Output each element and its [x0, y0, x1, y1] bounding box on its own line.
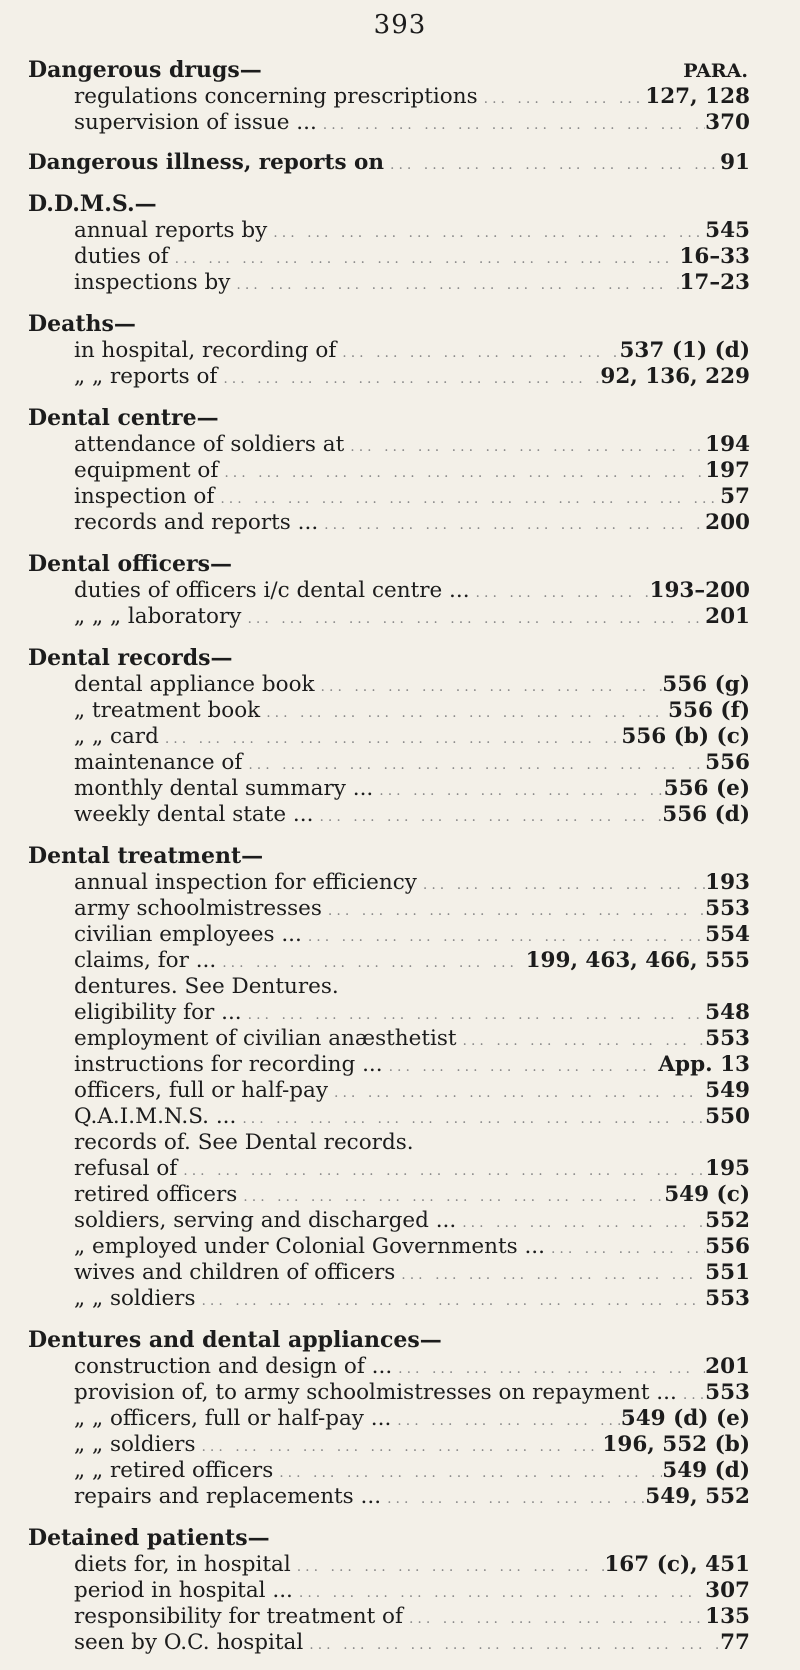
entry-paragraph-ref: 195 — [705, 1156, 750, 1181]
entry-paragraph-ref: 16–33 — [679, 244, 750, 269]
index-entry — [28, 150, 750, 176]
entry-paragraph-ref: 545 — [705, 218, 750, 243]
dot-leader — [478, 86, 646, 112]
index-entry — [28, 1000, 750, 1026]
dot-leader — [315, 674, 663, 700]
entry-paragraph-ref: 193–200 — [649, 578, 750, 603]
index-entry — [28, 1182, 750, 1208]
entry-paragraph-ref: 551 — [705, 1260, 750, 1285]
dot-leader — [159, 726, 621, 752]
entry-paragraph-ref: 57 — [720, 484, 750, 509]
entry-label: „ treatment book — [74, 698, 261, 723]
dot-leader — [293, 1580, 705, 1606]
entry-label: attendance of soldiers at — [74, 432, 345, 457]
index-entry — [28, 244, 750, 270]
entry-label: records and reports ... — [74, 510, 319, 535]
index-entry — [28, 1286, 750, 1312]
entry-label: retired officers — [74, 1182, 238, 1207]
index-entry — [28, 922, 750, 948]
dot-leader — [322, 898, 705, 924]
index-entry — [28, 948, 750, 974]
index-entry — [28, 1354, 750, 1380]
entry-paragraph-ref: 549 (d) (e) — [620, 1406, 750, 1431]
entry-label: „ „ soldiers — [74, 1432, 196, 1457]
index-entry — [28, 1432, 750, 1458]
entry-paragraph-ref: 556 (f) — [668, 698, 750, 723]
dot-leader — [677, 1382, 705, 1408]
index-entry — [28, 1604, 750, 1630]
dot-leader — [403, 1606, 705, 1632]
entry-paragraph-ref: 548 — [705, 1000, 750, 1025]
dot-leader — [381, 1486, 645, 1512]
entry-label: „ „ reports of — [74, 364, 218, 389]
index-group — [28, 150, 750, 176]
index-group — [28, 1524, 750, 1656]
dot-leader — [313, 804, 662, 830]
index-entry — [28, 896, 750, 922]
entry-label: inspections by — [74, 270, 231, 295]
entry-paragraph-ref: 167 (c), 451 — [604, 1552, 750, 1577]
entry-paragraph-ref: 556 (e) — [663, 776, 750, 801]
index-heading: D.D.M.S.— — [28, 191, 157, 217]
entry-paragraph-ref: 92, 136, 229 — [600, 364, 750, 389]
dot-leader — [373, 778, 663, 804]
index-list — [28, 56, 750, 1670]
dot-leader — [195, 1288, 705, 1314]
entry-label: refusal of — [74, 1156, 178, 1181]
dot-leader — [318, 512, 705, 538]
index-entry — [28, 484, 750, 510]
entry-paragraph-ref: 556 (b) (c) — [621, 724, 750, 749]
index-entry — [28, 672, 750, 698]
entry-paragraph-ref: 556 (g) — [662, 672, 750, 697]
index-entry — [28, 364, 750, 390]
dot-leader — [267, 220, 705, 246]
dot-leader — [384, 152, 720, 178]
entry-paragraph-ref: 556 (d) — [662, 802, 750, 827]
index-group — [28, 310, 750, 390]
entry-label: repairs and replacements ... — [74, 1484, 382, 1509]
entry-paragraph-ref: 553 — [705, 896, 750, 921]
dot-leader — [218, 460, 705, 486]
index-entry — [28, 604, 750, 630]
dot-leader — [391, 1408, 620, 1434]
index-entry — [28, 218, 750, 244]
index-entry — [28, 1406, 750, 1432]
index-group — [28, 404, 750, 536]
dot-leader — [217, 366, 600, 392]
entry-paragraph-ref: 549 (c) — [664, 1182, 750, 1207]
entry-paragraph-ref: 197 — [705, 458, 750, 483]
entry-label: wives and children of officers — [74, 1260, 396, 1285]
index-entry — [28, 270, 750, 296]
dot-leader — [195, 1434, 602, 1460]
index-entry — [28, 974, 750, 1000]
dot-leader — [336, 340, 619, 366]
dot-leader — [214, 486, 720, 512]
dot-leader — [242, 1002, 705, 1028]
entry-paragraph-ref: 553 — [705, 1286, 750, 1311]
dot-leader — [470, 580, 650, 606]
entry-paragraph-ref: 91 — [720, 150, 750, 175]
entry-paragraph-ref: 307 — [705, 1578, 750, 1603]
entry-label: records of. See Dental records. — [74, 1130, 414, 1155]
entry-paragraph-ref: 135 — [705, 1604, 750, 1629]
entry-label: regulations concerning prescriptions — [74, 84, 478, 109]
index-entry — [28, 458, 750, 484]
index-entry — [28, 1260, 750, 1286]
entry-paragraph-ref: 127, 128 — [645, 84, 750, 109]
index-entry — [28, 1458, 750, 1484]
entry-label: period in hospital ... — [74, 1578, 293, 1603]
dot-leader — [242, 752, 705, 778]
entry-label: duties of officers i/c dental centre ... — [74, 578, 470, 603]
para-column-header: PARA. — [683, 60, 748, 82]
entry-paragraph-ref: 17–23 — [679, 270, 750, 295]
index-entry — [28, 432, 750, 458]
entry-label: civilian employees ... — [74, 922, 302, 947]
index-entry — [28, 776, 750, 802]
entry-paragraph-ref: 199, 463, 466, 555 — [525, 948, 750, 973]
dot-leader — [241, 606, 705, 632]
index-entry — [28, 578, 750, 604]
entry-label: soldiers, serving and discharged ... — [74, 1208, 457, 1233]
dot-leader — [260, 700, 668, 726]
entry-paragraph-ref: 552 — [705, 1208, 750, 1233]
entry-label: employment of civilian anæsthetist — [74, 1026, 457, 1051]
entry-label: claims, for ... — [74, 948, 217, 973]
dot-leader — [328, 1080, 705, 1106]
entry-label: duties of — [74, 244, 169, 269]
dot-leader — [344, 434, 705, 460]
index-entry — [28, 698, 750, 724]
dot-leader — [291, 1554, 605, 1580]
entry-label: „ „ „ laboratory — [74, 604, 242, 629]
index-group — [28, 550, 750, 630]
entry-label: dentures. See Dentures. — [74, 974, 339, 999]
entry-paragraph-ref: 556 — [705, 750, 750, 775]
index-heading: Dangerous drugs— — [28, 57, 262, 83]
dot-leader — [456, 1210, 705, 1236]
entry-paragraph-ref: 553 — [705, 1026, 750, 1051]
index-heading: Dental centre— — [28, 405, 219, 431]
index-entry — [28, 510, 750, 536]
dot-leader — [230, 272, 679, 298]
entry-label: diets for, in hospital — [74, 1552, 291, 1577]
entry-label: „ „ card — [74, 724, 159, 749]
entry-label: „ employed under Colonial Governments ... — [74, 1234, 545, 1259]
index-group — [28, 644, 750, 828]
entry-paragraph-ref: 193 — [705, 870, 750, 895]
index-entry — [28, 1208, 750, 1234]
entry-label: army schoolmistresses — [74, 896, 322, 921]
index-entry — [28, 1026, 750, 1052]
entry-label: Q.A.I.M.N.S. ... — [74, 1104, 237, 1129]
index-entry — [28, 1630, 750, 1656]
dot-leader — [545, 1236, 705, 1262]
dot-leader — [177, 1158, 705, 1184]
entry-paragraph-ref: 194 — [705, 432, 750, 457]
entry-paragraph-ref: 201 — [705, 604, 750, 629]
index-heading: Deaths— — [28, 311, 136, 337]
index-heading: Detained patients— — [28, 1525, 270, 1551]
index-group — [28, 842, 750, 1312]
entry-paragraph-ref: 370 — [705, 110, 750, 135]
index-group — [28, 56, 750, 136]
entry-label: eligibility for ... — [74, 1000, 242, 1025]
index-heading: Dental officers— — [28, 551, 232, 577]
dot-leader — [236, 1106, 705, 1132]
entry-paragraph-ref: 553 — [705, 1380, 750, 1405]
entry-paragraph-ref: App. 13 — [658, 1052, 750, 1077]
entry-label: weekly dental state ... — [74, 802, 314, 827]
entry-label: equipment of — [74, 458, 219, 483]
index-entry — [28, 802, 750, 828]
dot-leader — [237, 1184, 664, 1210]
dot-leader — [216, 950, 525, 976]
index-heading: Dentures and dental appliances— — [28, 1327, 442, 1353]
entry-label: seen by O.C. hospital — [74, 1630, 304, 1655]
entry-paragraph-ref: 549, 552 — [645, 1484, 750, 1509]
entry-paragraph-ref: 549 (d) — [662, 1458, 750, 1483]
dot-leader — [303, 1632, 720, 1658]
entry-label: monthly dental summary ... — [74, 776, 374, 801]
dot-leader — [392, 1356, 705, 1382]
dot-leader — [169, 246, 680, 272]
index-entry — [28, 84, 750, 110]
dot-leader — [273, 1460, 662, 1486]
dot-leader — [417, 872, 705, 898]
index-entry — [28, 1078, 750, 1104]
entry-label: inspection of — [74, 484, 215, 509]
index-group — [28, 190, 750, 296]
entry-paragraph-ref: 77 — [720, 1630, 750, 1655]
index-entry — [28, 1104, 750, 1130]
index-heading: Dental records— — [28, 645, 233, 671]
index-entry — [28, 1380, 750, 1406]
index-group — [28, 1326, 750, 1510]
entry-paragraph-ref: 549 — [705, 1078, 750, 1103]
dot-leader — [395, 1262, 705, 1288]
entry-paragraph-ref: 201 — [705, 1354, 750, 1379]
page-number: 393 — [373, 10, 427, 40]
index-entry — [28, 110, 750, 136]
entry-label: annual inspection for efficiency — [74, 870, 417, 895]
index-entry — [28, 1130, 750, 1156]
index-entry — [28, 1156, 750, 1182]
entry-paragraph-ref: 537 (1) (d) — [619, 338, 750, 363]
entry-label: responsibility for treatment of — [74, 1604, 403, 1629]
entry-label: Dangerous illness, reports on — [28, 150, 384, 175]
entry-label: dental appliance book — [74, 672, 315, 697]
index-entry — [28, 870, 750, 896]
index-entry — [28, 1234, 750, 1260]
entry-label: annual reports by — [74, 218, 268, 243]
entry-label: supervision of issue ... — [74, 110, 317, 135]
index-entry — [28, 750, 750, 776]
index-entry — [28, 1578, 750, 1604]
entry-label: in hospital, recording of — [74, 338, 337, 363]
entry-label: construction and design of ... — [74, 1354, 393, 1379]
entry-label: maintenance of — [74, 750, 243, 775]
entry-paragraph-ref: 196, 552 (b) — [602, 1432, 750, 1457]
dot-leader — [457, 1028, 706, 1054]
entry-label: instructions for recording ... — [74, 1052, 383, 1077]
entry-paragraph-ref: 550 — [705, 1104, 750, 1129]
index-entry — [28, 1484, 750, 1510]
entry-label: „ „ soldiers — [74, 1286, 196, 1311]
index-entry — [28, 338, 750, 364]
index-heading: Dental treatment— — [28, 843, 264, 869]
entry-label: provision of, to army schoolmistresses on repayment ... — [74, 1380, 677, 1405]
entry-label: „ „ officers, full or half-pay ... — [74, 1406, 392, 1431]
dot-leader — [302, 924, 705, 950]
index-entry — [28, 1552, 750, 1578]
entry-label: officers, full or half-pay — [74, 1078, 329, 1103]
entry-paragraph-ref: 556 — [705, 1234, 750, 1259]
entry-label: „ „ retired officers — [74, 1458, 274, 1483]
entry-paragraph-ref: 554 — [705, 922, 750, 947]
index-entry — [28, 1052, 750, 1078]
dot-leader — [383, 1054, 659, 1080]
entry-paragraph-ref: 200 — [705, 510, 750, 535]
dot-leader — [317, 112, 705, 138]
index-entry — [28, 724, 750, 750]
